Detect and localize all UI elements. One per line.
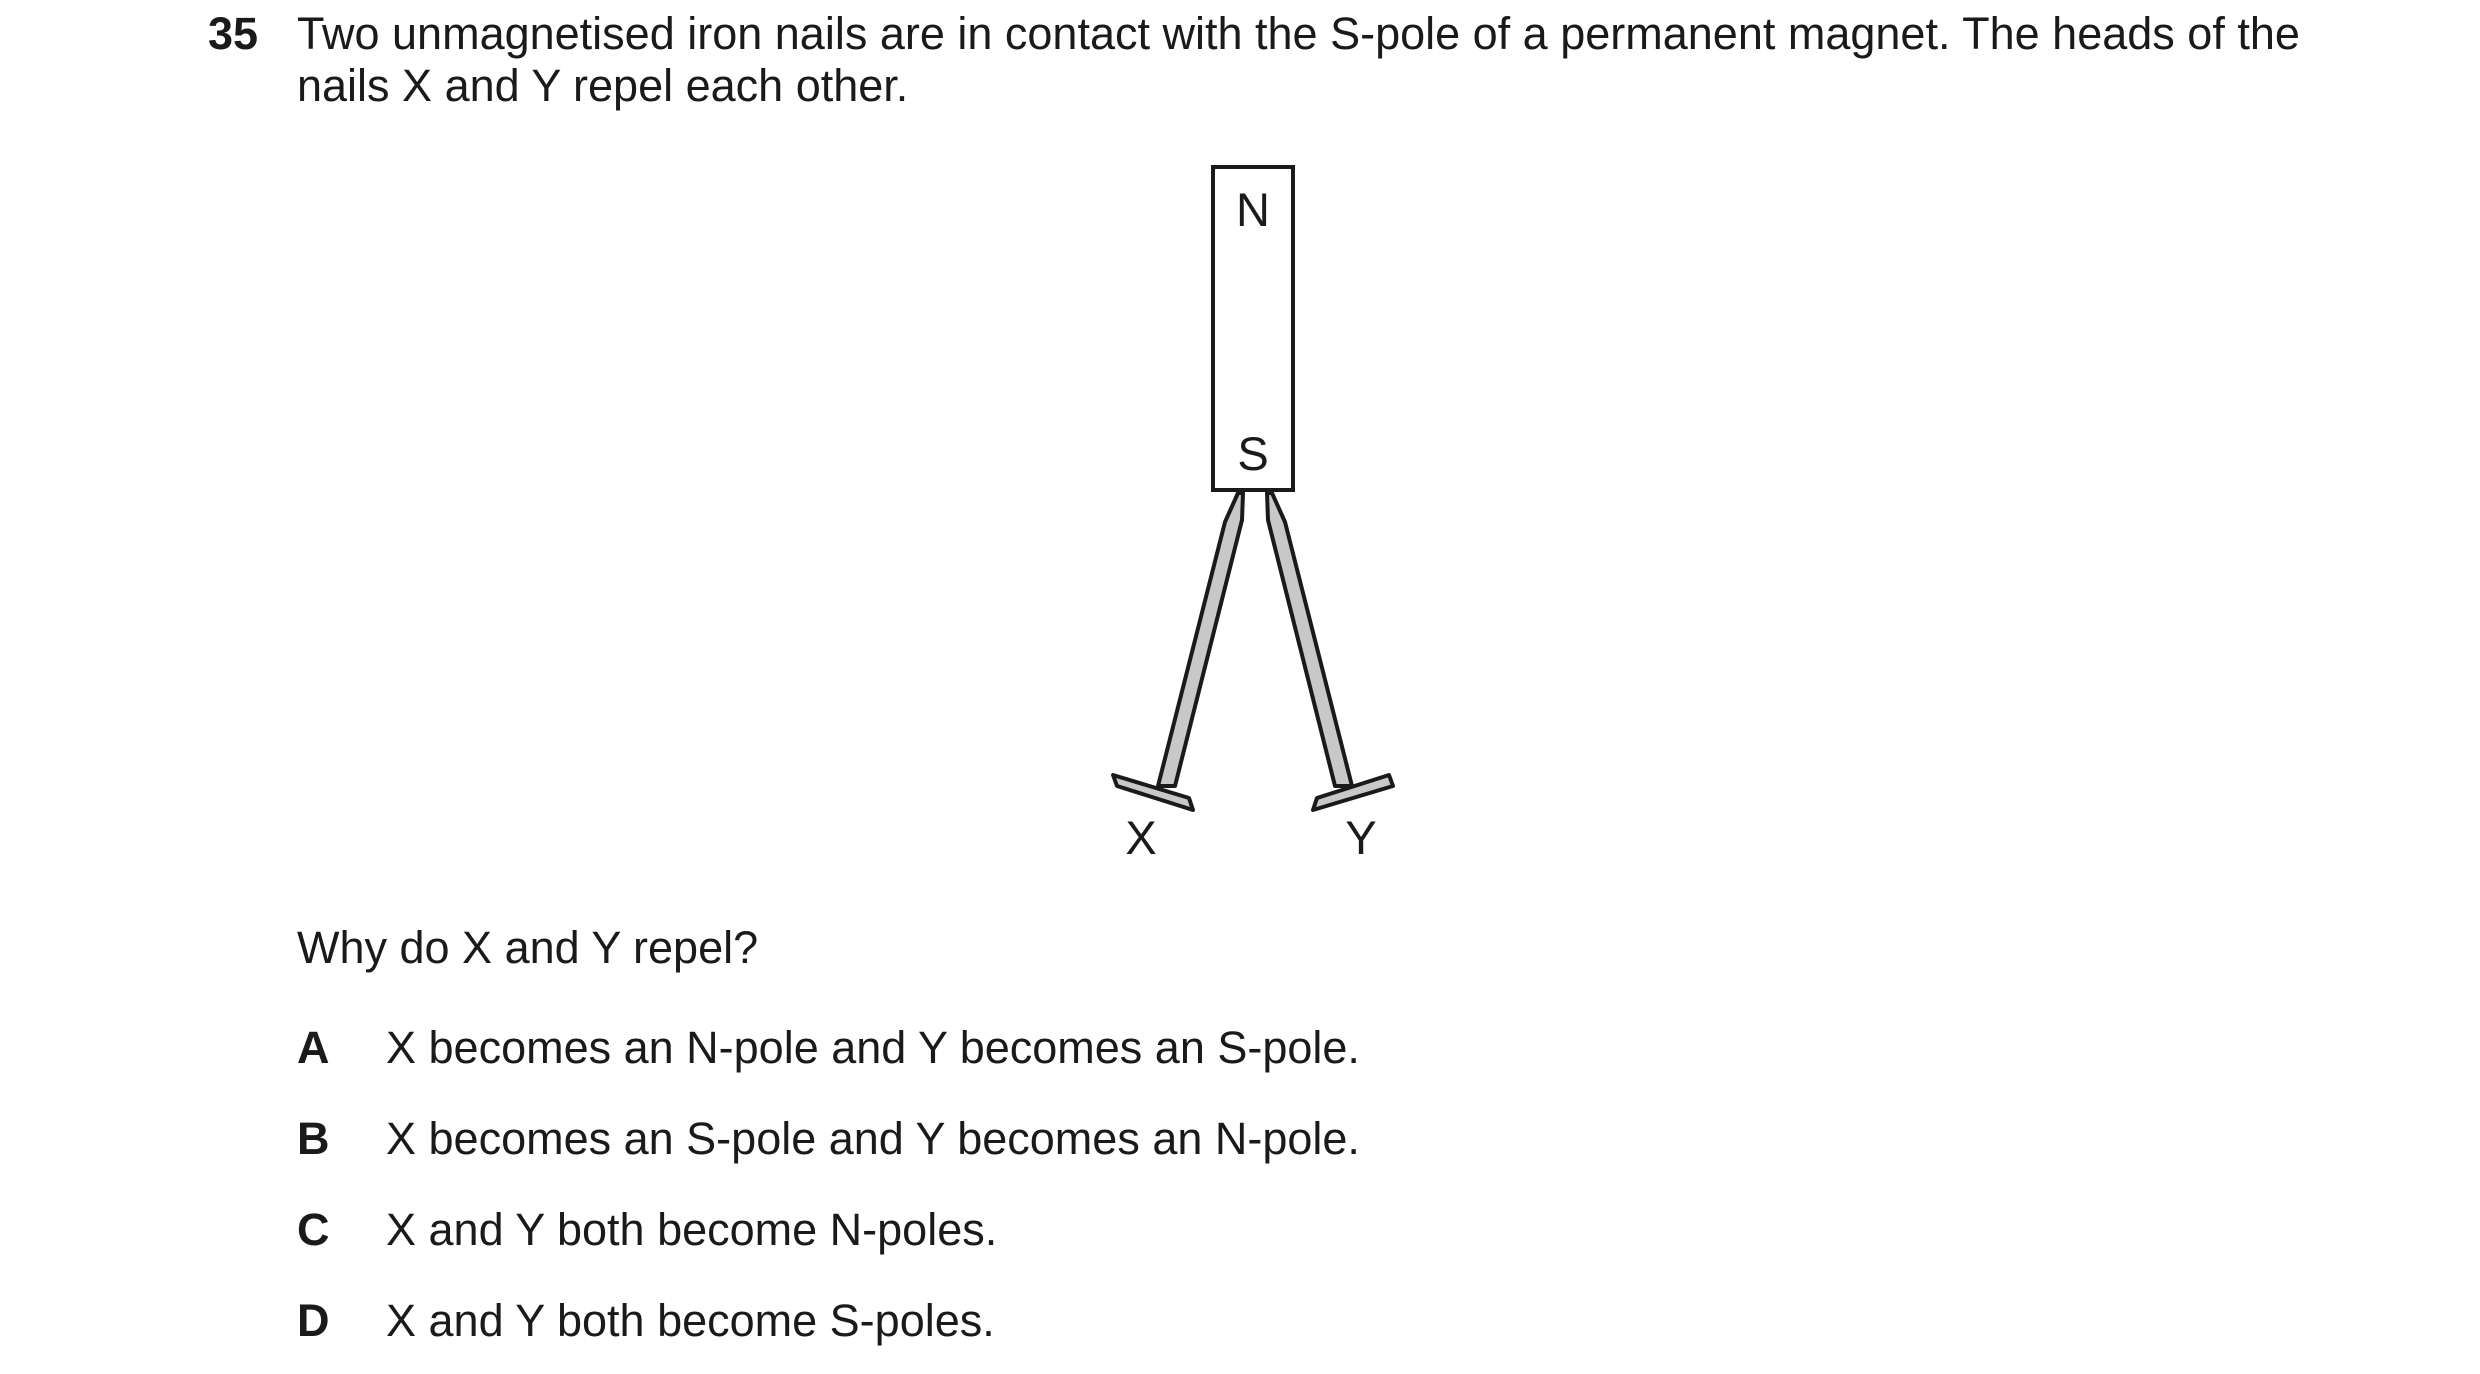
magnet-s-pole-label: S (1237, 427, 1269, 480)
nail-x (1113, 493, 1243, 810)
nail-y-head (1313, 775, 1393, 810)
option-a-text: X becomes an N-pole and Y becomes an S-pole. (386, 1022, 1360, 1073)
nail-x-head (1113, 775, 1193, 810)
option-b-text: X becomes an S-pole and Y becomes an N-pole. (386, 1113, 1360, 1164)
option-c-letter: C (297, 1204, 330, 1255)
nail-y-shaft (1267, 493, 1352, 786)
option-b-letter: B (297, 1113, 330, 1164)
nail-y-label: Y (1345, 811, 1377, 864)
nail-x-shaft (1158, 493, 1243, 786)
nail-y (1267, 493, 1393, 810)
nail-x-label: X (1125, 811, 1157, 864)
option-c-text: X and Y both become N-poles. (386, 1204, 998, 1255)
option-a-letter: A (297, 1022, 330, 1073)
magnet-n-pole-label: N (1236, 183, 1270, 236)
question-number: 35 (208, 8, 259, 59)
question-prompt: Why do X and Y repel? (297, 922, 759, 973)
option-d-letter: D (297, 1295, 330, 1346)
option-d-text: X and Y both become S-poles. (386, 1295, 995, 1346)
question-stem: Two unmagnetised iron nails are in contact with the S-pole of a permanent magnet. The heads of the nails X and Y repel each other. (297, 8, 2300, 111)
